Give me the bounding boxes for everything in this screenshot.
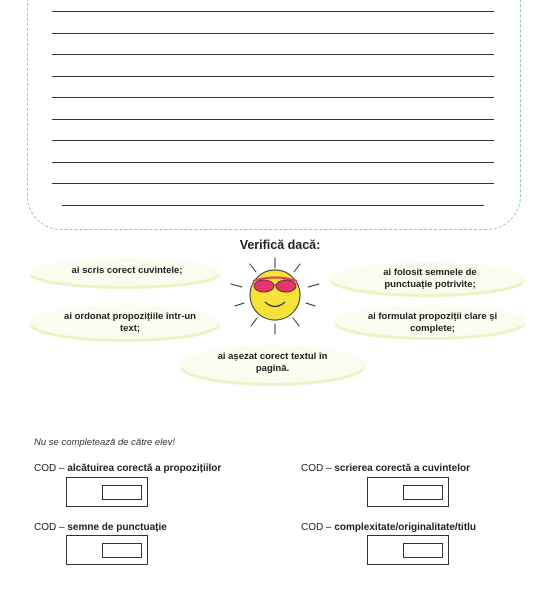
- sun-with-sunglasses-icon: [225, 254, 325, 336]
- checklist-item: ai scris corect cuvintele;: [71, 265, 183, 276]
- score-box[interactable]: [66, 535, 148, 565]
- checklist-title: Verifică dacă:: [239, 238, 321, 252]
- writing-line: [52, 76, 494, 77]
- score-field[interactable]: [102, 485, 142, 500]
- score-field[interactable]: [102, 543, 142, 558]
- writing-line: [52, 162, 494, 163]
- writing-line: [52, 97, 494, 98]
- checklist-item: ai folosit semnele de punctuație potrivite;: [383, 267, 477, 290]
- writing-line: [52, 119, 494, 120]
- writing-line: [52, 11, 494, 12]
- cod-label: COD – alcătuirea corectă a propozițiilor: [34, 463, 222, 474]
- score-field[interactable]: [403, 543, 443, 558]
- writing-frame: [27, 0, 521, 230]
- evaluator-note: Nu se completează de către elev!: [34, 437, 175, 448]
- writing-line: [62, 205, 484, 206]
- cod-label: COD – semne de punctuație: [34, 522, 167, 533]
- writing-line: [52, 140, 494, 141]
- checklist-item: ai ordonat propozițiile într-un text;: [64, 311, 196, 334]
- score-box[interactable]: [367, 535, 449, 565]
- checklist-item: ai formulat propoziții clare și complete;: [367, 311, 498, 334]
- writing-line: [52, 33, 494, 34]
- cod-label: COD – scrierea corectă a cuvintelor: [301, 463, 470, 474]
- score-field[interactable]: [403, 485, 443, 500]
- score-box[interactable]: [367, 477, 449, 507]
- checklist-item: ai așezat corect textul în pagină.: [217, 351, 328, 374]
- score-box[interactable]: [66, 477, 148, 507]
- writing-line: [52, 183, 494, 184]
- cod-label: COD – complexitate/originalitate/titlu: [301, 522, 477, 533]
- writing-line: [52, 54, 494, 55]
